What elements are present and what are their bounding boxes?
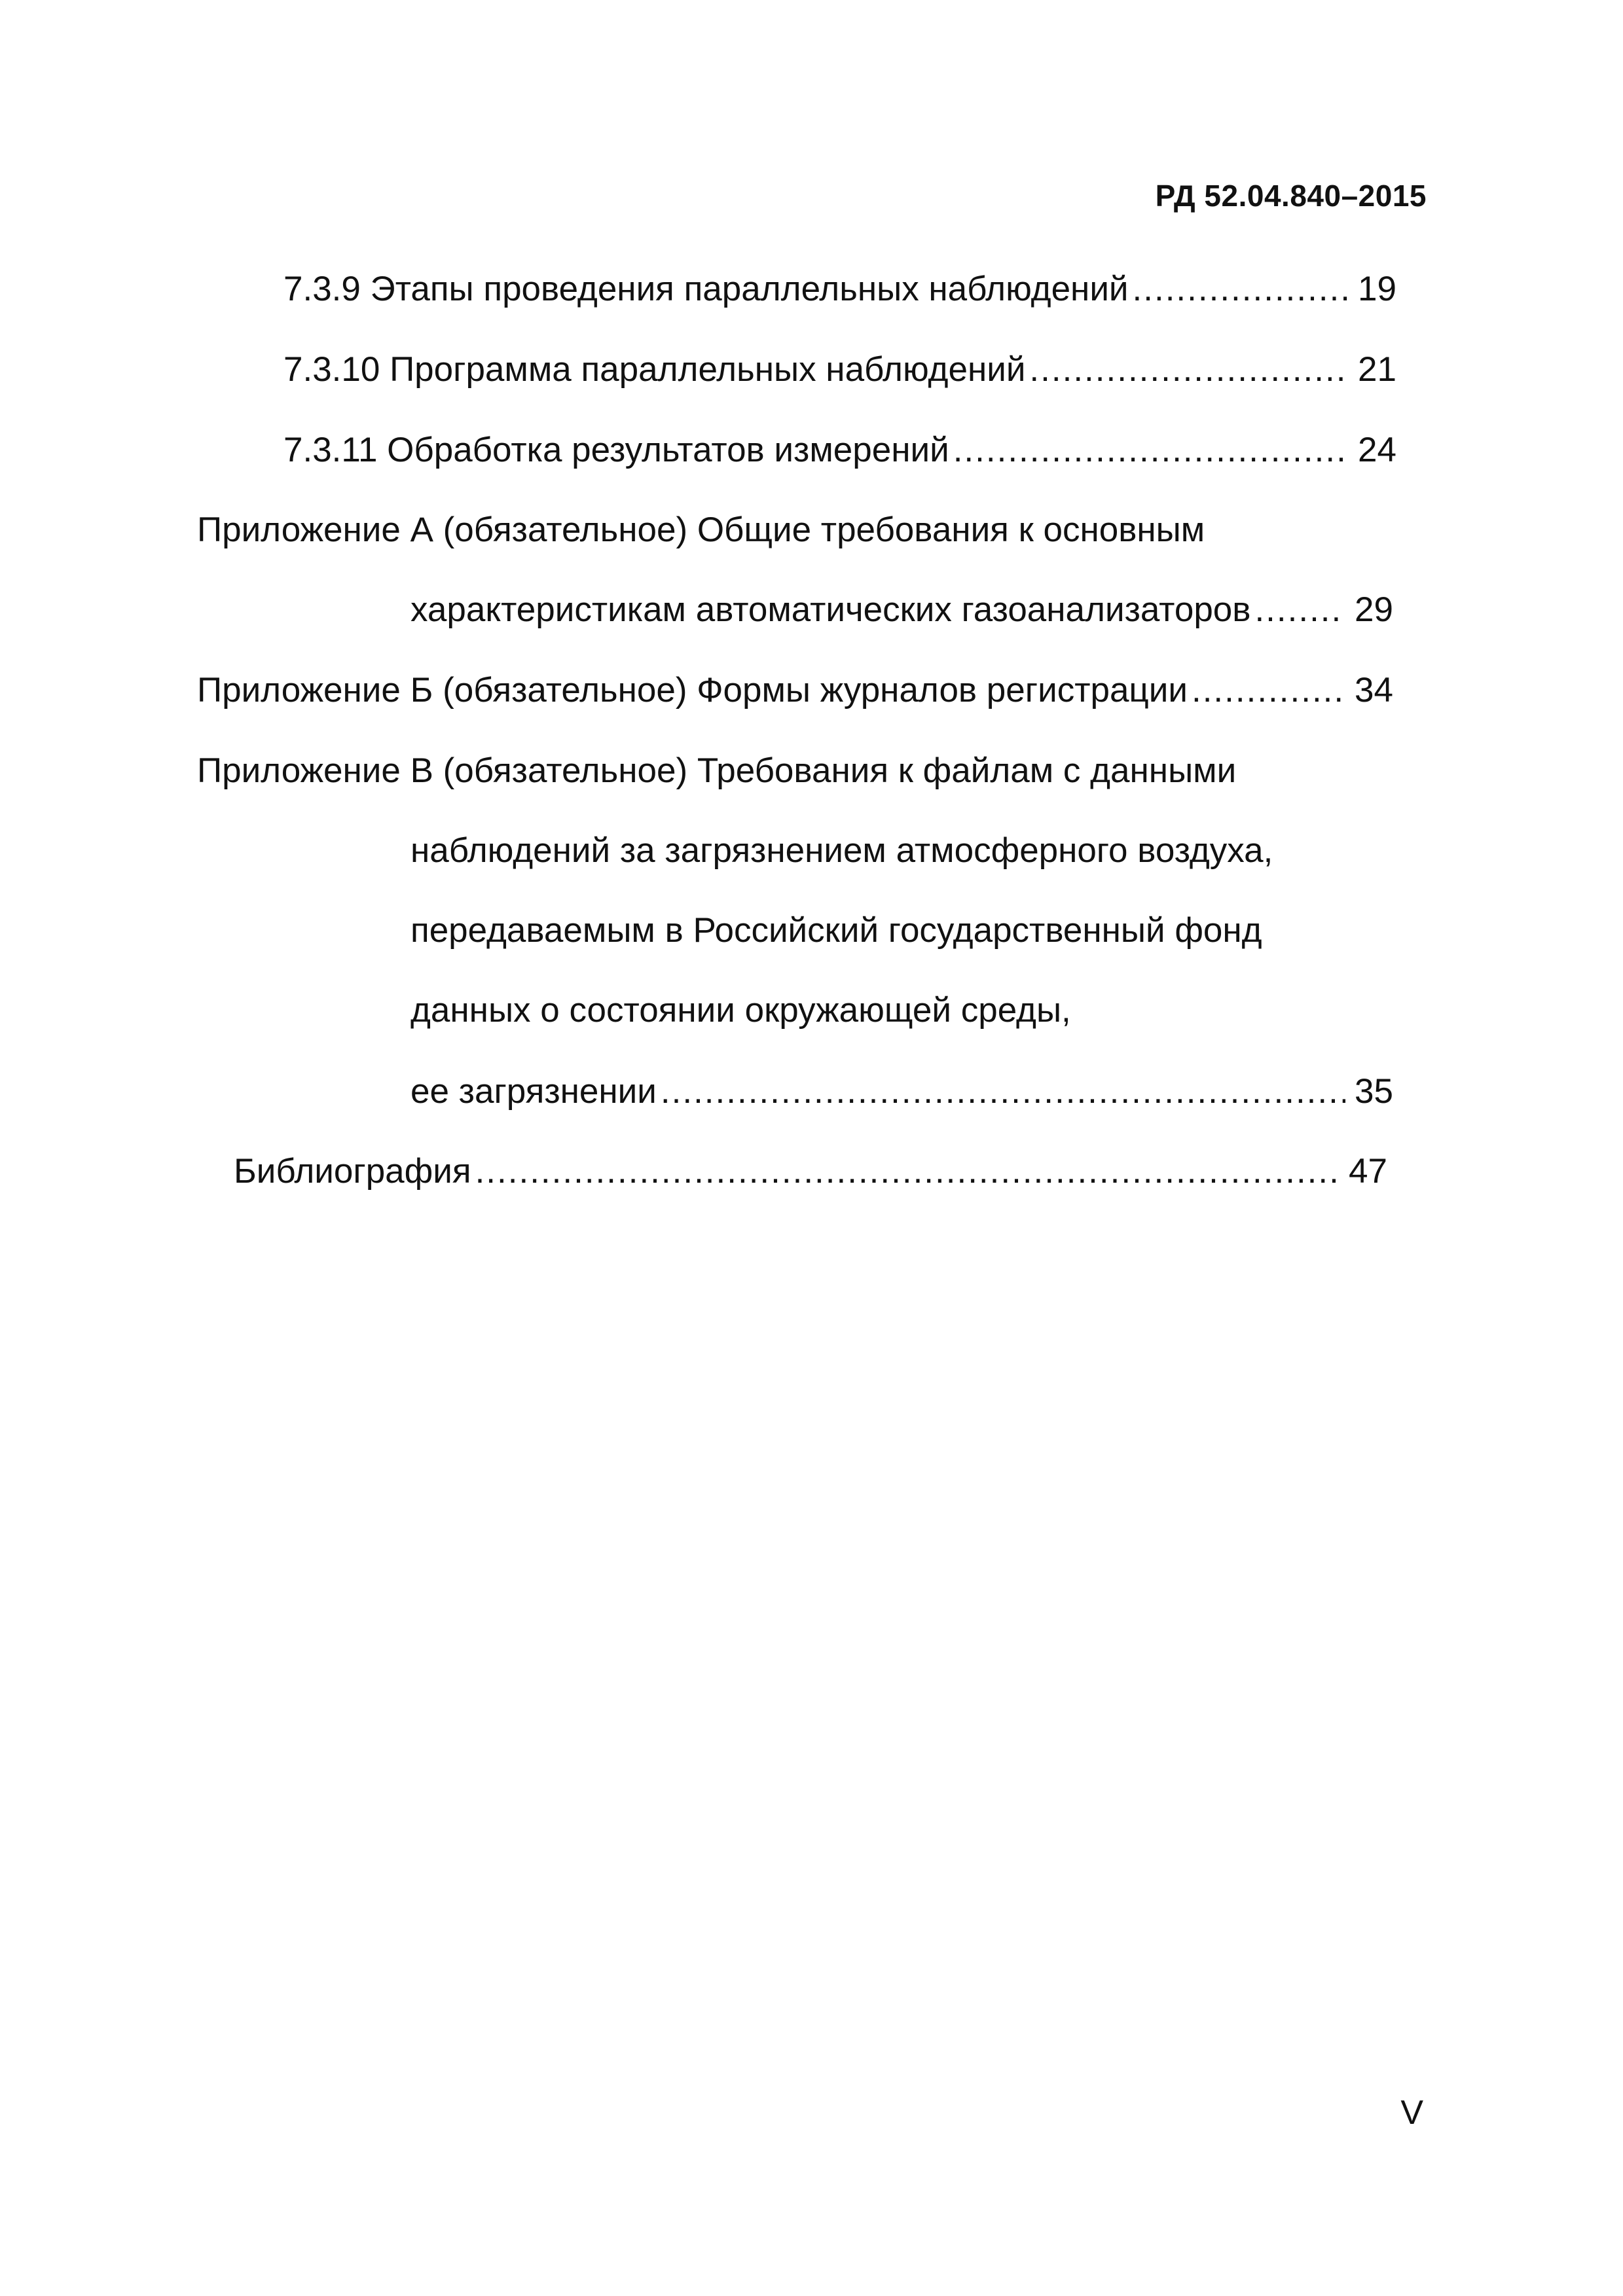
toc-entry-title: Библиография xyxy=(234,1152,471,1191)
dot-leader xyxy=(475,1151,1340,1193)
toc-entry-page: 29 xyxy=(1355,590,1393,629)
toc-entry-title: 7.3.9 Этапы проведения параллельных наблюдений xyxy=(283,270,1129,308)
toc-entry-page: 21 xyxy=(1358,350,1396,389)
toc-entry-title: 7.3.10 Программа параллельных наблюдений xyxy=(283,350,1026,389)
toc-appendix-v[interactable] xyxy=(410,1071,1393,1113)
page-number: V xyxy=(1400,2094,1423,2132)
dot-leader xyxy=(1192,670,1345,711)
toc-appendix-b[interactable] xyxy=(197,670,1393,711)
toc-appendix-v-line4[interactable]: данных о состоянии окружающей среды, xyxy=(410,991,1071,1030)
dot-leader xyxy=(661,1071,1345,1113)
dot-leader xyxy=(1254,589,1345,631)
dot-leader xyxy=(1133,268,1349,310)
toc-appendix-v-line3[interactable]: передаваемым в Российский государственный фонд xyxy=(410,911,1262,950)
toc-entry-page: 35 xyxy=(1355,1072,1393,1111)
dot-leader xyxy=(1029,349,1349,391)
dot-leader xyxy=(953,429,1349,471)
toc-entry-page: 24 xyxy=(1358,431,1396,469)
toc-entry-7-3-11[interactable] xyxy=(283,429,1396,471)
toc-entry-title: характеристикам автоматических газоанализаторов xyxy=(410,590,1251,629)
toc-appendix-a[interactable] xyxy=(410,589,1393,631)
document-code: РД 52.04.840–2015 xyxy=(1155,179,1427,213)
toc-entry-page: 19 xyxy=(1358,270,1396,308)
toc-entry-7-3-10[interactable] xyxy=(283,349,1396,391)
toc-entry-title: ее загрязнении xyxy=(410,1072,657,1111)
toc-entry-7-3-9[interactable] xyxy=(283,268,1396,310)
toc-entry-title: 7.3.11 Обработка результатов измерений xyxy=(283,431,949,469)
toc-appendix-v-line2[interactable]: наблюдений за загрязнением атмосферного воздуха, xyxy=(410,831,1273,870)
toc-bibliography[interactable] xyxy=(234,1151,1387,1193)
toc-entry-page: 34 xyxy=(1355,671,1393,709)
toc-appendix-a-line1[interactable]: Приложение А (обязательное) Общие требования к основным xyxy=(197,511,1205,549)
toc-appendix-v-line1[interactable]: Приложение В (обязательное) Требования к файлам с данными xyxy=(197,751,1237,790)
toc-entry-title: Приложение Б (обязательное) Формы журналов регистрации xyxy=(197,671,1188,709)
toc-entry-page: 47 xyxy=(1349,1152,1387,1191)
